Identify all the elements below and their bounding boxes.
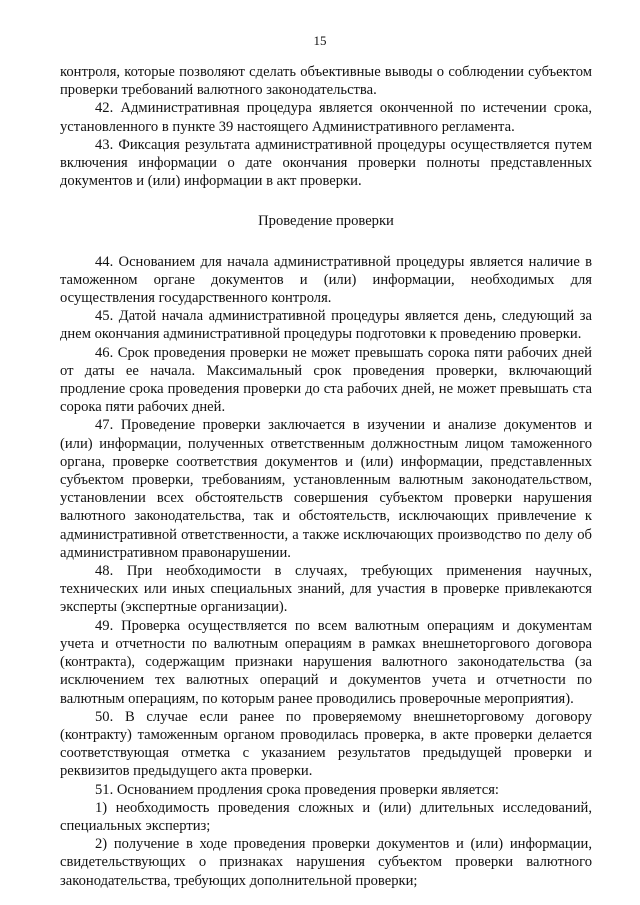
list-item: 1) необходимость проведения сложных и (или) длительных исследований, специальных экспертиз; <box>60 799 592 834</box>
paragraph: контроля, которые позволяют сделать объективные выводы о соблюдении субъектом проверки требований валютного законодательства. <box>60 64 592 99</box>
page-number: 15 <box>313 33 327 48</box>
document-body <box>60 63 592 890</box>
paragraph: 47. Проведение проверки заключается в изучении и анализе документов и (или) информации, полученных ответственным должностным лицом таможенного органа, проверке соответствия документов и (или) информации, представленных субъектом проверки, требованиям, установленным валютным законодательством, установлении всех обстоятельств совершения субъектом проверки нарушения валютного законодательства, так и обстоятельств, исключающих привлечение к административной ответственности, а также исключающих производство по делу об административном правонарушении. <box>60 417 592 561</box>
paragraph: 45. Датой начала административной процедуры является день, следующий за днем окончания административной процедуры подготовки к проведению проверки. <box>60 308 592 343</box>
list-item: 2) получение в ходе проведения проверки документов и (или) информации, свидетельствующих о признаках нарушения субъектом проверки валютного законодательства, требующих дополнительной проверки; <box>60 836 592 889</box>
paragraph: 42. Административная процедура является оконченной по истечении срока, установленного в пункте 39 настоящего Административного регламента. <box>60 100 592 135</box>
paragraph: 48. При необходимости в случаях, требующих применения научных, технических или иных специальных знаний, для участия в проверке привлекаются эксперты (экспертные организации). <box>60 563 592 616</box>
paragraph: 50. В случае если ранее по проверяемому внешнеторговому договору (контракту) таможенным органом проводилась проверка, в акте проверки делается соответствующая отметка с указанием результатов предыдущей проверки и реквизитов предыдущего акта проверки. <box>60 708 592 780</box>
paragraph: 44. Основанием для начала административной процедуры является наличие в таможенном органе документов и (или) информации, необходимых для осуществления государственного контроля. <box>60 253 592 307</box>
paragraph: 46. Срок проведения проверки не может превышать сорока пяти рабочих дней от даты ее начала. Максимальный срок проведения проверки, включающий продление срока проведения проверки до ста рабочих дней, не может превышать ста сорока пяти рабочих дней. <box>60 344 592 416</box>
paragraph: 43. Фиксация результата административной процедуры осуществляется путем включения информации о дате окончания проверки полноты представленных документов и (или) информации в акт проверки. <box>60 136 592 190</box>
paragraph: 51. Основанием продления срока проведения проверки является: <box>95 781 499 798</box>
paragraph: 49. Проверка осуществляется по всем валютным операциям и документам учета и отчетности по валютным операциям в рамках внешнеторгового договора (контракта), содержащим признаки нарушения валютного законодательства (за исключением тех валютных операций и документов учета и отчетности по валютным операциям, по которым ранее проводились проверочные мероприятия). <box>60 617 592 707</box>
section-heading: Проведение проверки <box>258 213 394 230</box>
